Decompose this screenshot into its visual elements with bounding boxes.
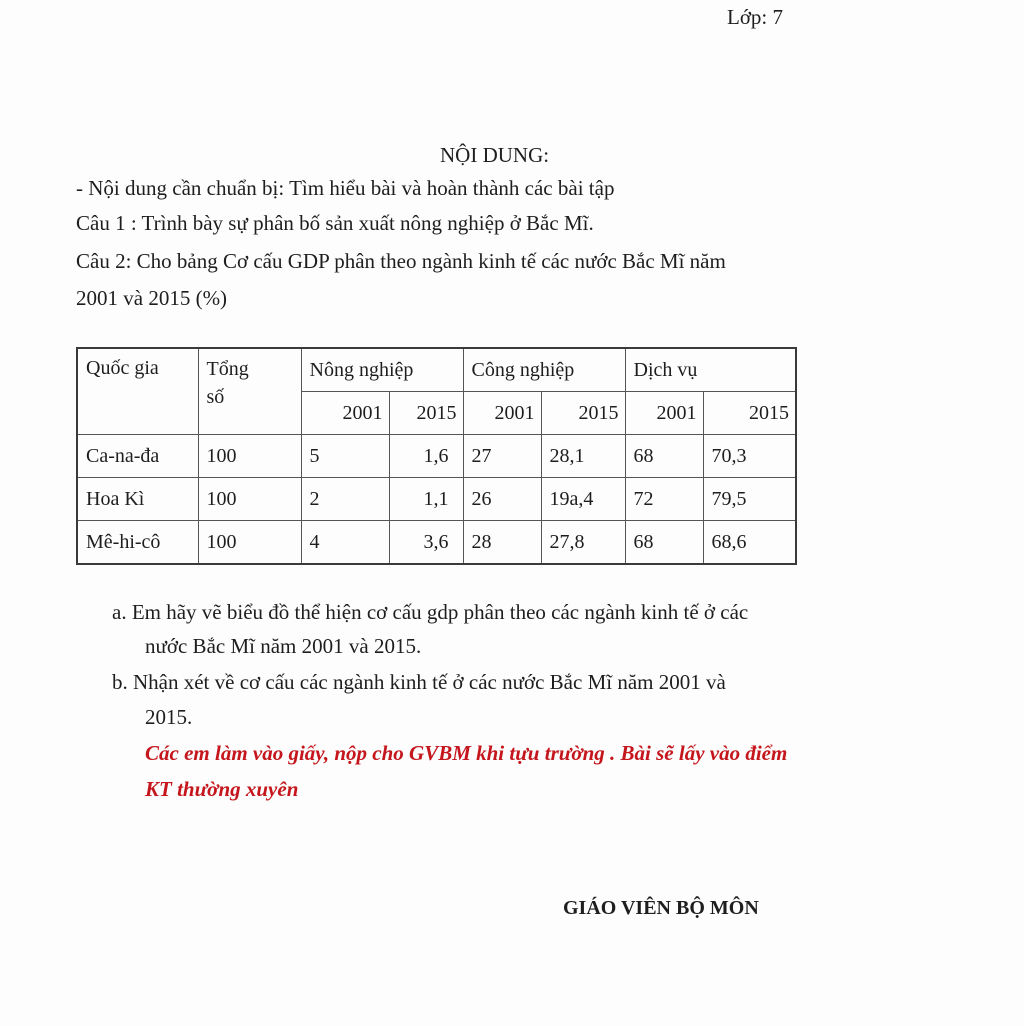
value-cell: 79,5 <box>703 478 796 521</box>
question-2-line-2: 2001 và 2015 (%) <box>76 286 228 310</box>
year-header: 2015 <box>703 392 796 435</box>
value-cell: 68 <box>625 435 703 478</box>
value-cell: 28,1 <box>541 435 625 478</box>
value-cell: 26 <box>463 478 541 521</box>
header-total-top: Tổng <box>206 358 249 380</box>
header-country: Quốc gia <box>77 348 198 435</box>
year-header: 2015 <box>389 392 463 435</box>
year-header: 2001 <box>301 392 389 435</box>
value-cell: 27,8 <box>541 521 625 565</box>
submission-note-line-2: KT thường xuyên <box>145 777 299 801</box>
task-b-line-2: 2015. <box>145 705 193 729</box>
value-cell: 1,1 <box>389 478 463 521</box>
table-row <box>77 521 796 565</box>
task-a-line-1: a. Em hãy vẽ biểu đồ thể hiện cơ cấu gdp phân theo các ngành kinh tế ở các <box>112 600 749 624</box>
year-header: 2001 <box>463 392 541 435</box>
prep-line: - Nội dung cần chuẩn bị: Tìm hiểu bài và hoàn thành các bài tập <box>76 176 615 200</box>
teacher-signature: GIÁO VIÊN BỘ MÔN <box>563 897 759 919</box>
task-a-line-2: nước Bắc Mĩ năm 2001 và 2015. <box>145 634 422 658</box>
country-cell: Ca-na-đa <box>77 435 198 478</box>
gdp-structure-table <box>76 347 797 565</box>
header-total-bottom: số <box>206 386 225 408</box>
header-agriculture: Nông nghiệp <box>301 348 463 392</box>
total-cell: 100 <box>198 478 301 521</box>
value-cell: 70,3 <box>703 435 796 478</box>
value-cell: 19a,4 <box>541 478 625 521</box>
question-1: Câu 1 : Trình bày sự phân bố sản xuất nông nghiệp ở Bắc Mĩ. <box>76 211 594 235</box>
total-cell: 100 <box>198 435 301 478</box>
value-cell: 5 <box>301 435 389 478</box>
table-row <box>77 435 796 478</box>
year-header: 2015 <box>541 392 625 435</box>
table-header-row <box>77 348 796 392</box>
section-title: NỘI DUNG: <box>440 143 550 167</box>
year-header: 2001 <box>625 392 703 435</box>
table-row <box>77 478 796 521</box>
value-cell: 27 <box>463 435 541 478</box>
value-cell: 72 <box>625 478 703 521</box>
header-industry: Công nghiệp <box>463 348 625 392</box>
value-cell: 2 <box>301 478 389 521</box>
value-cell: 28 <box>463 521 541 565</box>
country-cell: Hoa Kì <box>77 478 198 521</box>
value-cell: 68 <box>625 521 703 565</box>
value-cell: 1,6 <box>389 435 463 478</box>
header-total <box>198 348 301 435</box>
submission-note-line-1: Các em làm vào giấy, nộp cho GVBM khi tựu trường . Bài sẽ lấy vào điểm <box>145 741 788 765</box>
question-2-line-1: Câu 2: Cho bảng Cơ cấu GDP phân theo ngành kinh tế các nước Bắc Mĩ năm <box>76 249 726 273</box>
class-label: Lớp: 7 <box>727 5 784 29</box>
country-cell: Mê-hi-cô <box>77 521 198 565</box>
task-b-line-1: b. Nhận xét về cơ cấu các ngành kinh tế ở các nước Bắc Mĩ năm 2001 và <box>112 670 726 694</box>
total-cell: 100 <box>198 521 301 565</box>
header-services: Dịch vụ <box>625 348 796 392</box>
value-cell: 3,6 <box>389 521 463 565</box>
value-cell: 68,6 <box>703 521 796 565</box>
value-cell: 4 <box>301 521 389 565</box>
